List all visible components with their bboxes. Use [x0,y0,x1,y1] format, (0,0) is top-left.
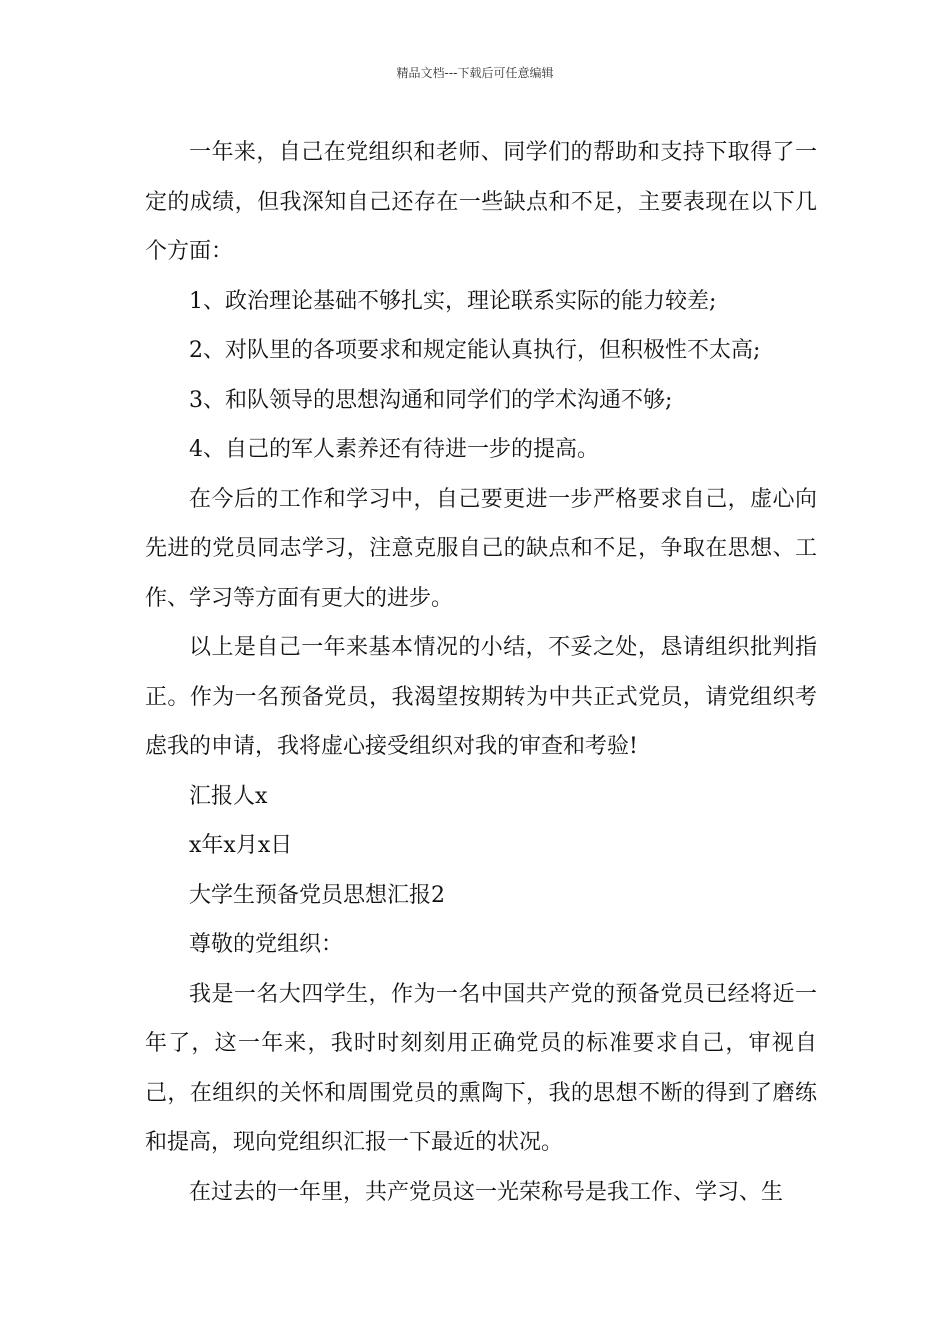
list-item-3: 3、和队领导的思想沟通和同学们的学术沟通不够; [189,387,673,413]
paragraph-past-year: 在过去的一年里，共产党员这一光荣称号是我工作、学习、生 [189,1179,784,1205]
paragraph-conclusion: 以上是自己一年来基本情况的小结，不妥之处，恳请组织批判指正。作为一名预备党员，我渴望按期转为中共正式党员，请党组织考虑我的申请，我将虚心接受组织对我的审查和考验! [145,635,817,759]
paragraph-summary: 一年来，自己在党组织和老师、同学们的帮助和支持下取得了一定的成绩，但我深知自己还存在一些缺点和不足，主要表现在以下几个方面： [145,140,817,264]
list-item-4: 4、自己的军人素养还有待进一步的提高。 [189,437,599,462]
reporter-signature: 汇报人x [189,783,268,809]
document-body [145,128,817,1217]
page-header: 精品文档---下载后可任意编辑 [396,66,554,80]
section-title: 大学生预备党员思想汇报2 [189,882,445,908]
paragraph-future-plan: 在今后的工作和学习中，自己要更进一步严格要求自己，虚心向先进的党员同志学习，注意克服自己的缺点和不足，争取在思想、工作、学习等方面有更大的进步。 [145,486,817,611]
salutation: 尊敬的党组织： [189,932,344,957]
list-item-2: 2、对队里的各项要求和规定能认真执行，但积极性不太高; [189,338,761,363]
report-date: x年x月x日 [189,833,293,858]
paragraph-introduction: 我是一名大四学生，作为一名中国共产党的预备党员已经将近一年了，这一年来，我时时刻刻用正确党员的标准要求自己，审视自己，在组织的关怀和周围党员的熏陶下，我的思想不断的得到了磨练和提高，现向党组织汇报一下最近的状况。 [145,981,817,1155]
list-item-1: 1、政治理论基础不够扎实，理论联系实际的能力较差; [189,288,717,314]
